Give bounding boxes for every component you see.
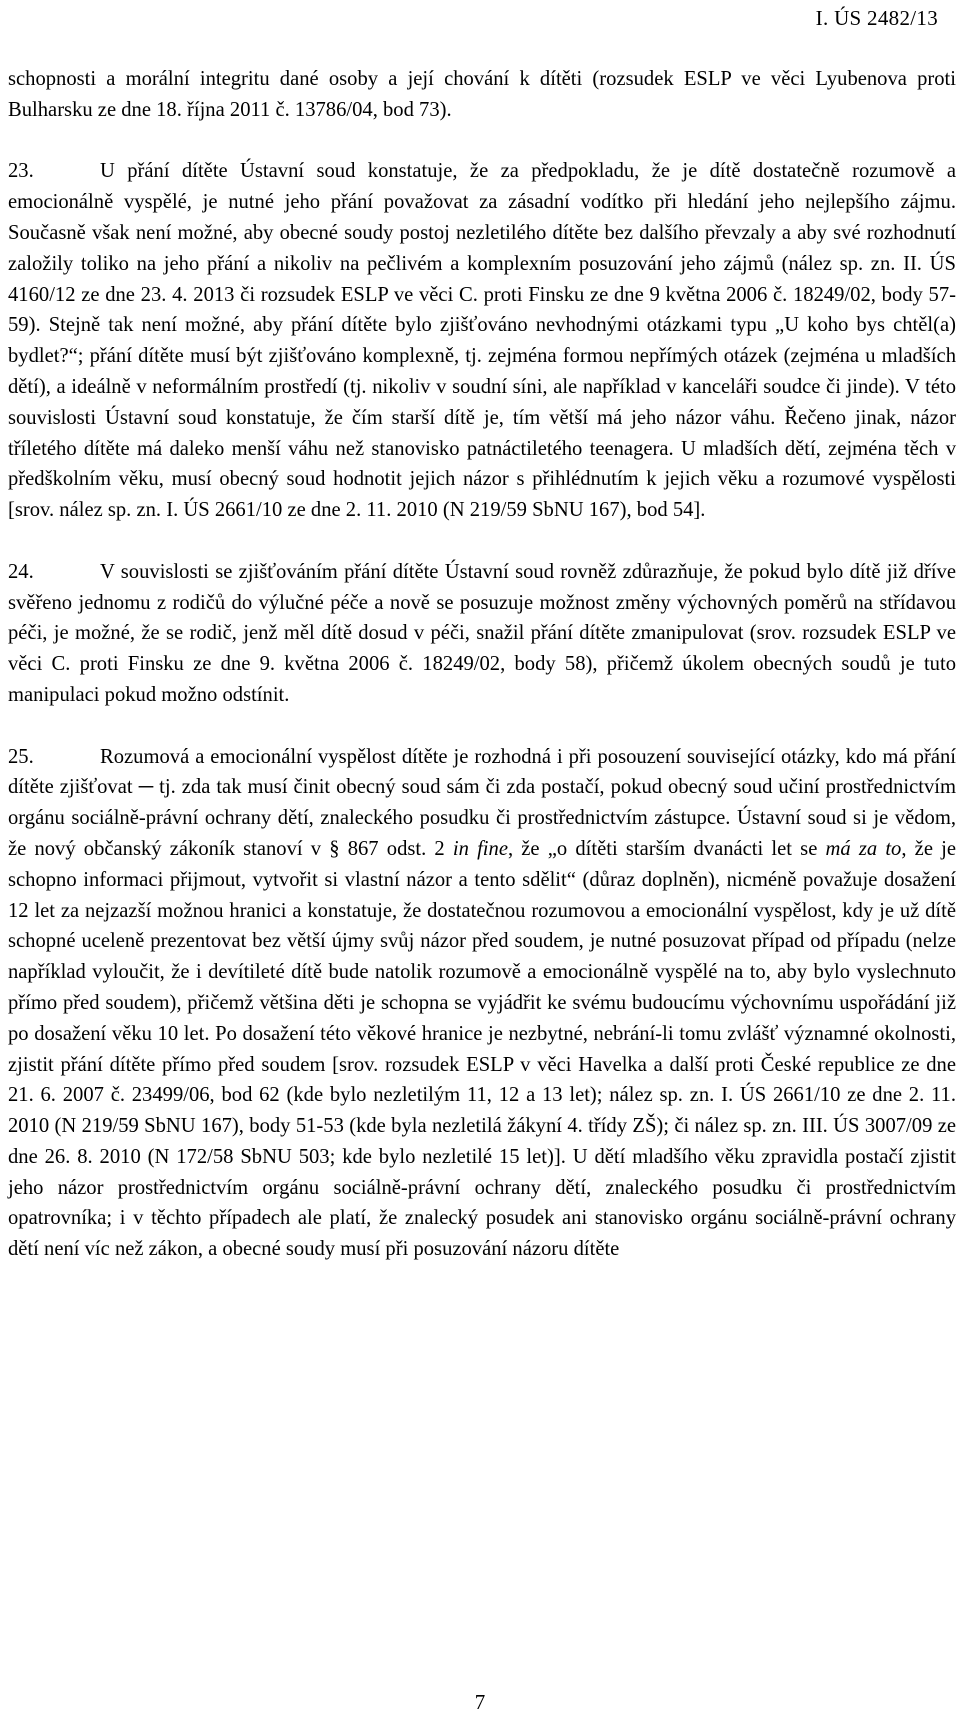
paragraph-text-part-b: , že „o dítěti starším dvanácti let se — [507, 837, 826, 860]
paragraph-24 — [8, 557, 956, 711]
paragraph-text: U přání dítěte Ústavní soud konstatuje, že za předpokladu, že je dítě dostatečně rozumově a emocionálně vyspělé, je nutné jeho přání považovat za zásadní vodítko při hledání jeho nejlepšího zájmu. Současně však není možné, aby obecné soudy postoj nezletilého dítěte bez dalšího převzaly a aby své rozhodnutí založily toliko na jeho přání a nikoliv na pečlivém a komplexním posuzování jeho zájmů (nález sp. zn. II. ÚS 4160/12 ze dne 23. 4. 2013 či rozsudek ESLP ve věci C. proti Finsku ze dne 9 května 2006 č. 18249/02, body 57-59). Stejně tak není možné, aby přání dítěte bylo zjišťováno nevhodnými otázkami typu „U koho bys chtěl(a) bydlet?“; přání dítěte musí být zjišťováno komplexně, tj. zejména formou nepřímých otázek (zejména u mladších dětí), a ideálně v neformálním prostředí (tj. nikoliv v soudní síni, ale například v kanceláři soudce či jinde). V této souvislosti Ústavní soud konstatuje, že čím starší dítě je, tím větší má jeho názor váhu. Řečeno jinak, názor tříletého dítěte má daleko menší váhu než stanovisko patnáctiletého teenagera. U mladších dětí, zejména těch v předškolním věku, musí obecný soud hodnotit jejich názor s přihlédnutím k jejich věku a rozumové vyspělosti [srov. nález sp. zn. I. ÚS 2661/10 ze dne 2. 11. 2010 (N 219/59 SbNU 167), bod 54]. — [8, 160, 956, 522]
paragraph-number: 24. — [8, 560, 34, 583]
document-body — [8, 64, 956, 1265]
italic-in-fine: in fine — [452, 837, 508, 860]
paragraph-23 — [8, 156, 956, 526]
italic-ma-za-to: má za to — [825, 837, 902, 860]
paragraph-number: 25. — [8, 745, 34, 768]
intro-paragraph: schopnosti a morální integritu dané osoby a její chování k dítěti (rozsudek ESLP ve věci Lyubenova proti Bulharsku ze dne 18. října 2011 č. 13786/04, bod 73). — [8, 68, 956, 121]
case-number-header: I. ÚS 2482/13 — [815, 6, 938, 30]
paragraph-25 — [8, 742, 956, 1266]
paragraph-number: 23. — [8, 160, 34, 183]
paragraph-text-part-a: Rozumová a emocionální vyspělost dítěte je rozhodná i při posouzení související otázky, kdo má přání dítěte zjišťovat ─ tj. zda tak musí činit obecný soud sám či zda postačí, pokud obecný soud učiní prostřednictvím orgánu sociálně-právní ochrany dětí, znaleckého posudku či prostřednictvím zástupce. Ústavní soud si je vědom, že nový občanský zákoník stanoví v § 867 odst. 2 — [8, 745, 956, 860]
paragraph-text-part-c: , že je schopno informaci přijmout, vytvořit si vlastní názor a tento sdělit“ (důraz doplněn), nicméně považuje dosažení 12 let za nejzazší možnou hranici a konstatuje, že dostatečnou rozumovou a emocionální vyspělost, kdy je už dítě schopné uceleně prezentovat bez větší újmy svůj názor před soudem, je nutné posuzovat případ od případu (nelze například vyloučit, že i devítileté dítě bude natolik rozumově a emocionálně vyspělé na to, aby bylo vyslechnuto přímo před soudem), přičemž většina děti je schopna se vyjádřit ke svému budoucímu výchovnímu uspořádání již po dosažení věku 10 let. Po dosažení této věkové hranice je nezbytné, nebrání-li tomu zvlášť významné okolnosti, zjistit přání dítěte přímo před soudem [srov. rozsudek ESLP v věci Havelka a další proti České republice ze dne 21. 6. 2007 č. 23499/06, bod 62 (kde bylo nezletilým 11, 12 a 13 let); nález sp. zn. I. ÚS 2661/10 ze dne 2. 11. 2010 (N 219/59 SbNU 167), body 51-53 (kde byla nezletilá žákyní 4. třídy ZŠ); či nález sp. zn. III. ÚS 3007/09 ze dne 26. 8. 2010 (N 172/58 SbNU 503; kde bylo nezletilé 15 let)]. U dětí mladšího věku zpravidla postačí zjistit jeho názor prostřednictvím orgánu sociálně-právní ochrany dětí, znaleckého posudku či prostřednictvím opatrovníka; i v těchto případech ale platí, že znalecký posudek ani stanovisko orgánu sociálně-právní ochrany dětí není víc než zákon, a obecné soudy musí při posuzování názoru dítěte — [8, 837, 956, 1261]
paragraph-text: V souvislosti se zjišťováním přání dítěte Ústavní soud rovněž zdůrazňuje, že pokud bylo dítě již dříve svěřeno jednomu z rodičů do výlučné péče a nově se posuzuje možnost změny výchovných poměrů na střídavou péči, je možné, že se rodič, jenž měl dítě dosud v péči, snažil přání dítěte zmanipulovat (srov. rozsudek ESLP ve věci C. proti Finsku ze dne 9. května 2006 č. 18249/02, body 58), přičemž úkolem obecných soudů je tuto manipulaci pokud možno odstínit. — [8, 560, 956, 706]
page-number: 7 — [474, 1690, 486, 1714]
